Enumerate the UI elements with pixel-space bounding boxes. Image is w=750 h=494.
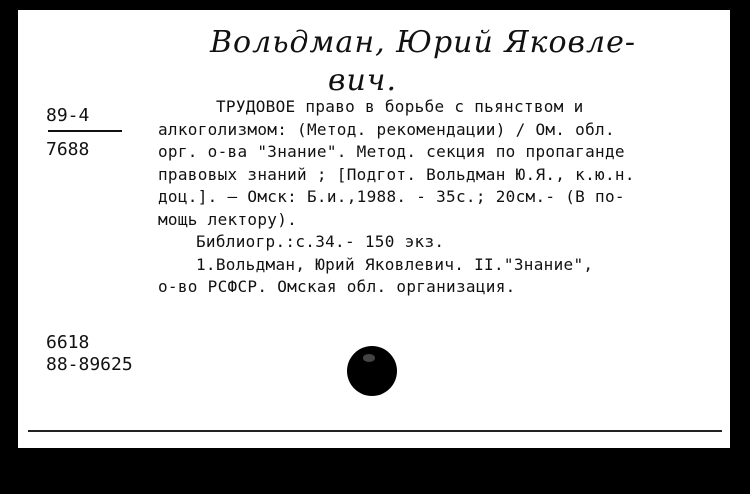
- entry-line: о-во РСФСР. Омская обл. организация.: [158, 277, 516, 296]
- entry-line: правовых знаний ; [Подгот. Вольдман Ю.Я., к.ю.н.: [158, 164, 635, 184]
- bibliographic-entry: [158, 96, 713, 299]
- punch-hole: [347, 346, 397, 396]
- entry-line: мощь лектору).: [158, 209, 298, 229]
- entry-line: доц.]. — Омск: Б.и.,1988. - 35с.; 20см.- (В по-: [158, 187, 625, 206]
- catalog-card: [18, 10, 730, 448]
- card-bottom-edge: [28, 430, 722, 432]
- entry-line: орг. о-ва "Знание". Метод. секция по пропаганде: [158, 142, 625, 161]
- handwritten-author-line-2: вич.: [328, 63, 397, 98]
- entry-line: Библиогр.:с.34.- 150 экз.: [196, 232, 445, 251]
- handwritten-author-line-1: Вольдман, Юрий Яковле-: [210, 25, 636, 60]
- classification-code: [46, 98, 130, 168]
- classification-top: 89-4: [46, 105, 90, 126]
- classification-bottom: 7688: [46, 139, 90, 160]
- inventory-line-1: 6618: [46, 332, 90, 353]
- entry-line: алкоголизмом: (Метод. рекомендации) / Ом. обл.: [158, 119, 615, 139]
- entry-line: 1.Вольдман, Юрий Яковлевич. II."Знание",: [196, 254, 594, 274]
- entry-line: ТРУДОВОЕ право в борьбе с пьянством и: [216, 97, 584, 116]
- inventory-numbers: [46, 332, 133, 376]
- inventory-line-2: 88-89625: [46, 354, 133, 375]
